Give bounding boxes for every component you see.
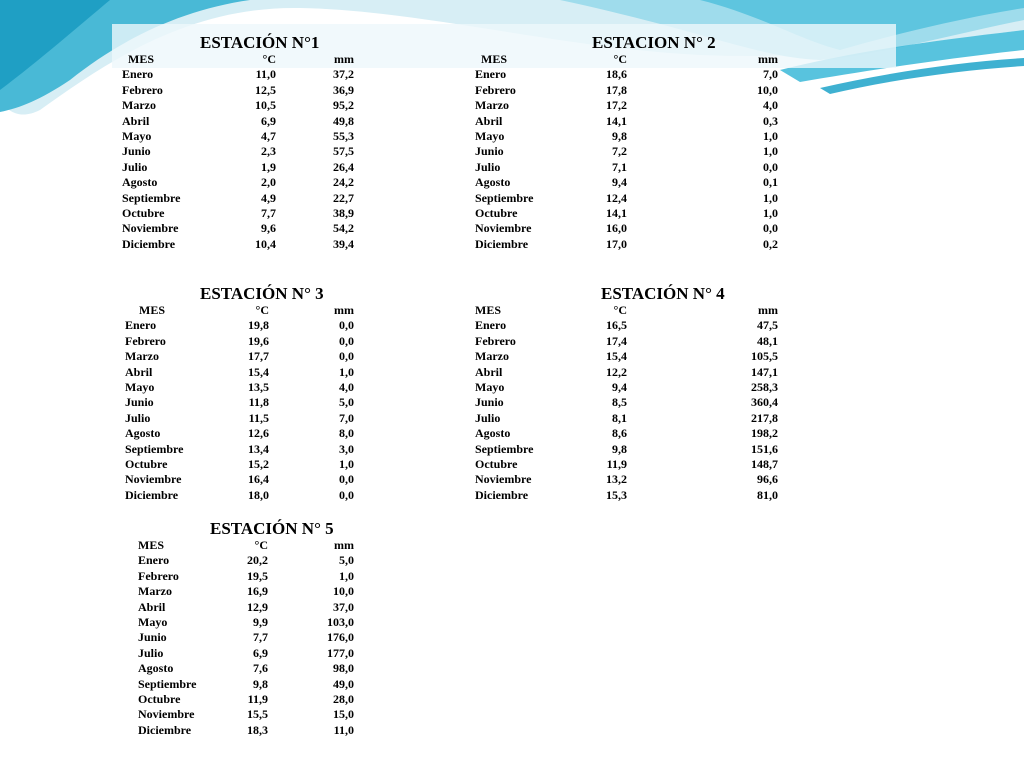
rain-cell: 176,0	[327, 630, 354, 645]
rain-cell: 360,4	[751, 395, 778, 410]
rain-cell: 148,7	[751, 456, 778, 471]
rain-cell: 151,6	[751, 441, 778, 456]
month-cell: Octubre	[138, 691, 181, 706]
header-temp: °C	[613, 303, 627, 317]
month-cell: Junio	[138, 630, 167, 645]
rain-cell: 57,5	[333, 144, 354, 159]
table-row	[475, 365, 778, 380]
header-month: MES	[481, 52, 508, 66]
table-header	[125, 303, 354, 318]
table-row	[125, 349, 354, 364]
rain-cell: 96,6	[757, 472, 778, 487]
month-cell: Septiembre	[475, 441, 534, 456]
month-cell: Julio	[475, 159, 501, 174]
header-temp: °C	[255, 303, 269, 317]
station-4-rows	[475, 318, 778, 503]
temp-cell: 11,8	[248, 395, 269, 410]
rain-cell: 49,8	[333, 113, 354, 128]
month-cell: Mayo	[475, 379, 505, 394]
table-row	[475, 206, 778, 221]
station-4-title: ESTACIÓN N° 4	[601, 284, 725, 303]
month-cell: Octubre	[475, 205, 518, 220]
month-cell: Diciembre	[138, 722, 192, 737]
table-header	[122, 52, 354, 67]
temp-cell: 17,7	[248, 349, 269, 364]
rain-cell: 5,0	[339, 553, 354, 568]
table-row	[138, 661, 354, 676]
month-cell: Mayo	[475, 128, 505, 143]
month-cell: Marzo	[122, 98, 156, 113]
temp-cell: 18,6	[606, 67, 627, 82]
station-5-rows	[138, 553, 354, 738]
station-2-title: ESTACION N° 2	[592, 33, 716, 52]
station-3-title: ESTACIÓN N° 3	[200, 284, 324, 303]
temp-cell: 12,6	[248, 426, 269, 441]
table-row	[475, 175, 778, 190]
header-rain: mm	[334, 303, 354, 317]
rain-cell: 37,0	[333, 599, 354, 614]
month-cell: Abril	[475, 364, 503, 379]
temp-cell: 9,4	[612, 175, 627, 190]
table-header	[475, 52, 778, 67]
temp-cell: 6,9	[253, 645, 268, 660]
rain-cell: 103,0	[327, 614, 354, 629]
rain-cell: 0,0	[339, 349, 354, 364]
month-cell: Mayo	[122, 128, 152, 143]
rain-cell: 3,0	[339, 441, 354, 456]
rain-cell: 8,0	[339, 426, 354, 441]
rain-cell: 98,0	[333, 661, 354, 676]
month-cell: Enero	[125, 318, 157, 333]
temp-cell: 15,3	[606, 487, 627, 502]
temp-cell: 16,5	[606, 318, 627, 333]
table-row	[138, 630, 354, 645]
month-cell: Enero	[475, 67, 507, 82]
temp-cell: 9,4	[612, 379, 627, 394]
temp-cell: 4,9	[261, 190, 276, 205]
temp-cell: 10,4	[255, 236, 276, 251]
station-1-title: ESTACIÓN N°1	[200, 33, 320, 52]
station-3-table	[125, 303, 354, 503]
table-row	[122, 98, 354, 113]
rain-cell: 1,0	[339, 568, 354, 583]
table-row	[138, 723, 354, 738]
rain-cell: 177,0	[327, 645, 354, 660]
month-cell: Agosto	[475, 175, 511, 190]
table-row	[122, 160, 354, 175]
temp-cell: 16,9	[247, 584, 268, 599]
header-month: MES	[138, 538, 165, 552]
rain-cell: 11,0	[333, 722, 354, 737]
month-cell: Marzo	[475, 349, 509, 364]
table-row	[475, 334, 778, 349]
month-cell: Diciembre	[125, 487, 179, 502]
table-row	[475, 114, 778, 129]
rain-cell: 1,0	[339, 364, 354, 379]
temp-cell: 13,5	[248, 379, 269, 394]
table-header	[138, 538, 354, 553]
temp-cell: 15,4	[248, 364, 269, 379]
month-cell: Noviembre	[475, 472, 532, 487]
temp-cell: 14,1	[606, 113, 627, 128]
temp-cell: 15,4	[606, 349, 627, 364]
rain-cell: 15,0	[333, 707, 354, 722]
month-cell: Abril	[138, 599, 166, 614]
rain-cell: 105,5	[751, 349, 778, 364]
month-cell: Septiembre	[122, 190, 181, 205]
table-row	[125, 395, 354, 410]
temp-cell: 13,2	[606, 472, 627, 487]
month-cell: Abril	[125, 364, 153, 379]
month-cell: Noviembre	[475, 221, 532, 236]
temp-cell: 9,8	[253, 676, 268, 691]
table-row	[475, 67, 778, 82]
temp-cell: 8,1	[612, 410, 627, 425]
header-rain: mm	[758, 52, 778, 66]
rain-cell: 1,0	[763, 205, 778, 220]
table-row	[138, 584, 354, 599]
temp-cell: 17,8	[606, 82, 627, 97]
table-row	[475, 380, 778, 395]
rain-cell: 5,0	[339, 395, 354, 410]
header-rain: mm	[334, 538, 354, 552]
table-row	[475, 395, 778, 410]
rain-cell: 10,0	[333, 584, 354, 599]
rain-cell: 0,0	[339, 333, 354, 348]
header-rain: mm	[334, 52, 354, 66]
month-cell: Febrero	[125, 333, 166, 348]
month-cell: Septiembre	[138, 676, 197, 691]
rain-cell: 36,9	[333, 82, 354, 97]
temp-cell: 15,5	[247, 707, 268, 722]
table-row	[122, 206, 354, 221]
table-row	[122, 191, 354, 206]
table-header	[475, 303, 778, 318]
station-4-table	[475, 303, 778, 503]
rain-cell: 7,0	[763, 67, 778, 82]
rain-cell: 28,0	[333, 691, 354, 706]
month-cell: Diciembre	[475, 487, 529, 502]
table-row	[125, 472, 354, 487]
rain-cell: 0,0	[339, 487, 354, 502]
month-cell: Septiembre	[125, 441, 184, 456]
table-row	[122, 144, 354, 159]
rain-cell: 38,9	[333, 205, 354, 220]
month-cell: Mayo	[125, 379, 155, 394]
rain-cell: 217,8	[751, 410, 778, 425]
header-temp: °C	[254, 538, 268, 552]
rain-cell: 4,0	[763, 98, 778, 113]
month-cell: Mayo	[138, 614, 168, 629]
table-row	[475, 98, 778, 113]
temp-cell: 6,9	[261, 113, 276, 128]
month-cell: Julio	[122, 159, 148, 174]
month-cell: Febrero	[122, 82, 163, 97]
station-3-rows	[125, 318, 354, 503]
temp-cell: 7,1	[612, 159, 627, 174]
rain-cell: 95,2	[333, 98, 354, 113]
rain-cell: 0,0	[763, 159, 778, 174]
table-row	[125, 457, 354, 472]
rain-cell: 54,2	[333, 221, 354, 236]
rain-cell: 7,0	[339, 410, 354, 425]
rain-cell: 258,3	[751, 379, 778, 394]
header-month: MES	[475, 303, 502, 317]
table-row	[475, 442, 778, 457]
temp-cell: 4,7	[261, 128, 276, 143]
station-2-table	[475, 52, 778, 252]
rain-cell: 0,2	[763, 236, 778, 251]
month-cell: Abril	[475, 113, 503, 128]
month-cell: Octubre	[125, 456, 168, 471]
month-cell: Septiembre	[475, 190, 534, 205]
temp-cell: 8,5	[612, 395, 627, 410]
temp-cell: 9,8	[612, 128, 627, 143]
rain-cell: 24,2	[333, 175, 354, 190]
month-cell: Marzo	[475, 98, 509, 113]
table-row	[125, 488, 354, 503]
temp-cell: 17,4	[606, 333, 627, 348]
month-cell: Agosto	[138, 661, 174, 676]
header-month: MES	[139, 303, 166, 317]
month-cell: Febrero	[138, 568, 179, 583]
table-row	[475, 349, 778, 364]
temp-cell: 11,5	[248, 410, 269, 425]
rain-cell: 0,1	[763, 175, 778, 190]
temp-cell: 7,6	[253, 661, 268, 676]
month-cell: Junio	[475, 395, 504, 410]
rain-cell: 1,0	[339, 456, 354, 471]
rain-cell: 1,0	[763, 144, 778, 159]
month-cell: Junio	[122, 144, 151, 159]
temp-cell: 14,1	[606, 205, 627, 220]
table-row	[122, 67, 354, 82]
month-cell: Agosto	[122, 175, 158, 190]
month-cell: Noviembre	[122, 221, 179, 236]
table-row	[475, 457, 778, 472]
month-cell: Octubre	[122, 205, 165, 220]
rain-cell: 0,0	[339, 472, 354, 487]
month-cell: Enero	[475, 318, 507, 333]
month-cell: Enero	[138, 553, 170, 568]
month-cell: Agosto	[125, 426, 161, 441]
table-row	[125, 411, 354, 426]
temp-cell: 7,7	[261, 205, 276, 220]
temp-cell: 13,4	[248, 441, 269, 456]
temp-cell: 9,8	[612, 441, 627, 456]
temp-cell: 11,9	[606, 456, 627, 471]
table-row	[475, 237, 778, 252]
temp-cell: 9,9	[253, 614, 268, 629]
temp-cell: 17,2	[606, 98, 627, 113]
temp-cell: 18,3	[247, 722, 268, 737]
table-row	[475, 160, 778, 175]
table-row	[125, 334, 354, 349]
table-row	[138, 677, 354, 692]
month-cell: Febrero	[475, 82, 516, 97]
header-month: MES	[128, 52, 155, 66]
table-row	[475, 144, 778, 159]
month-cell: Junio	[125, 395, 154, 410]
station-1-rows	[122, 67, 354, 252]
table-row	[122, 114, 354, 129]
header-rain: mm	[758, 303, 778, 317]
rain-cell: 1,0	[763, 128, 778, 143]
temp-cell: 7,2	[612, 144, 627, 159]
rain-cell: 81,0	[757, 487, 778, 502]
table-row	[138, 707, 354, 722]
header-temp: °C	[613, 52, 627, 66]
temp-cell: 16,0	[606, 221, 627, 236]
month-cell: Diciembre	[475, 236, 529, 251]
rain-cell: 37,2	[333, 67, 354, 82]
table-row	[125, 318, 354, 333]
table-row	[122, 221, 354, 236]
table-row	[125, 426, 354, 441]
month-cell: Abril	[122, 113, 150, 128]
table-row	[125, 442, 354, 457]
table-row	[138, 553, 354, 568]
table-row	[475, 426, 778, 441]
temp-cell: 15,2	[248, 456, 269, 471]
rain-cell: 22,7	[333, 190, 354, 205]
table-row	[125, 380, 354, 395]
table-row	[122, 237, 354, 252]
month-cell: Diciembre	[122, 236, 176, 251]
month-cell: Julio	[475, 410, 501, 425]
temp-cell: 12,5	[255, 82, 276, 97]
rain-cell: 198,2	[751, 426, 778, 441]
table-row	[475, 129, 778, 144]
temp-cell: 7,7	[253, 630, 268, 645]
table-row	[122, 175, 354, 190]
month-cell: Agosto	[475, 426, 511, 441]
table-row	[122, 129, 354, 144]
temp-cell: 8,6	[612, 426, 627, 441]
table-row	[138, 646, 354, 661]
table-row	[122, 83, 354, 98]
month-cell: Julio	[125, 410, 151, 425]
temp-cell: 16,4	[248, 472, 269, 487]
temp-cell: 11,9	[247, 691, 268, 706]
station-5-table	[138, 538, 354, 738]
month-cell: Octubre	[475, 456, 518, 471]
temp-cell: 19,8	[248, 318, 269, 333]
month-cell: Enero	[122, 67, 154, 82]
rain-cell: 39,4	[333, 236, 354, 251]
table-row	[138, 692, 354, 707]
rain-cell: 4,0	[339, 379, 354, 394]
rain-cell: 147,1	[751, 364, 778, 379]
temp-cell: 18,0	[248, 487, 269, 502]
temp-cell: 1,9	[261, 159, 276, 174]
temp-cell: 12,9	[247, 599, 268, 614]
temp-cell: 20,2	[247, 553, 268, 568]
month-cell: Junio	[475, 144, 504, 159]
temp-cell: 19,5	[247, 568, 268, 583]
month-cell: Noviembre	[125, 472, 182, 487]
table-row	[475, 472, 778, 487]
month-cell: Marzo	[125, 349, 159, 364]
table-row	[475, 221, 778, 236]
header-temp: °C	[262, 52, 276, 66]
station-5-title: ESTACIÓN N° 5	[210, 519, 334, 538]
table-row	[475, 83, 778, 98]
rain-cell: 47,5	[757, 318, 778, 333]
table-row	[475, 488, 778, 503]
station-1-table	[122, 52, 354, 252]
table-row	[125, 365, 354, 380]
month-cell: Marzo	[138, 584, 172, 599]
temp-cell: 2,3	[261, 144, 276, 159]
month-cell: Julio	[138, 645, 164, 660]
rain-cell: 1,0	[763, 190, 778, 205]
rain-cell: 10,0	[757, 82, 778, 97]
table-row	[475, 411, 778, 426]
rain-cell: 26,4	[333, 159, 354, 174]
rain-cell: 49,0	[333, 676, 354, 691]
temp-cell: 12,2	[606, 364, 627, 379]
station-2-rows	[475, 67, 778, 252]
table-row	[138, 600, 354, 615]
temp-cell: 10,5	[255, 98, 276, 113]
table-row	[475, 191, 778, 206]
rain-cell: 0,3	[763, 113, 778, 128]
table-row	[475, 318, 778, 333]
temp-cell: 9,6	[261, 221, 276, 236]
temp-cell: 11,0	[255, 67, 276, 82]
table-row	[138, 615, 354, 630]
month-cell: Noviembre	[138, 707, 195, 722]
rain-cell: 0,0	[763, 221, 778, 236]
month-cell: Febrero	[475, 333, 516, 348]
rain-cell: 55,3	[333, 128, 354, 143]
rain-cell: 0,0	[339, 318, 354, 333]
rain-cell: 48,1	[757, 333, 778, 348]
temp-cell: 2,0	[261, 175, 276, 190]
temp-cell: 17,0	[606, 236, 627, 251]
table-row	[138, 569, 354, 584]
temp-cell: 19,6	[248, 333, 269, 348]
temp-cell: 12,4	[606, 190, 627, 205]
